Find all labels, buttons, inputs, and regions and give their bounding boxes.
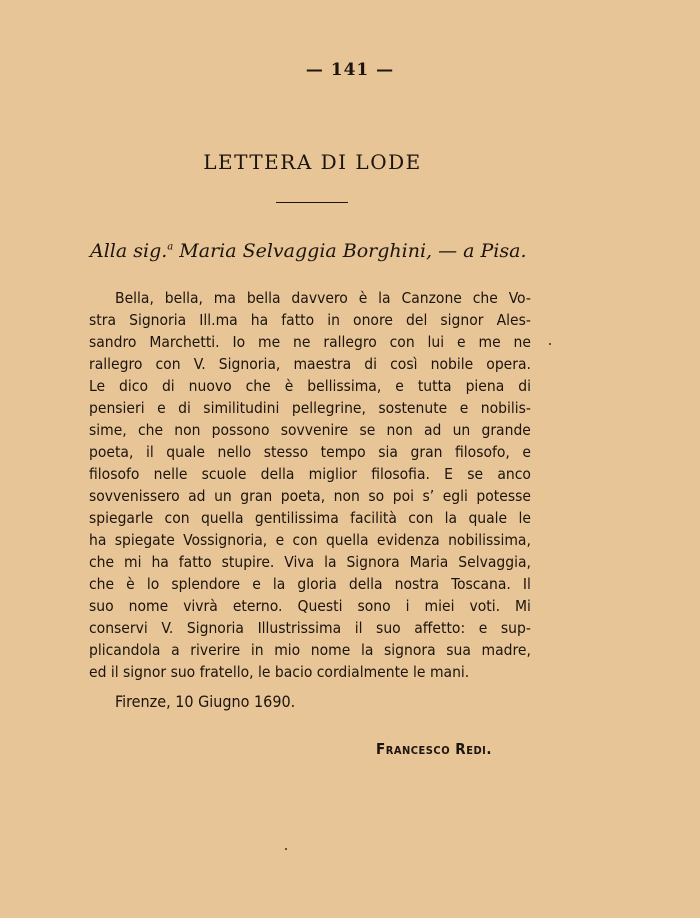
address-superscript: a (167, 241, 174, 253)
address-rest: Maria Selvaggia Borghini, — a Pisa. (173, 240, 527, 262)
body-line: conservi V. Signoria Illustrissima il suo affetto: e sup- (89, 619, 531, 637)
page-number: — 141 — (305, 60, 395, 80)
paper-speck (285, 848, 287, 850)
address-prefix: Alla sig. (90, 240, 168, 262)
signature: Francesco Redi. (376, 740, 492, 758)
body-line: spiegarle con quella gentilissima facilità con la quale le (89, 509, 531, 527)
letter-body (89, 287, 531, 683)
title-rule (276, 202, 348, 203)
dateline: Firenze, 10 Giugno 1690. (115, 692, 296, 711)
body-line: rallegro con V. Signoria, maestra di così nobile opera. (89, 355, 531, 373)
body-line: sovvenissero ad un gran poeta, non so poi s’ egli potesse (89, 487, 531, 505)
body-line: plicandola a riverire in mio nome la signora sua madre, (89, 641, 531, 659)
body-line: poeta, il quale nello stesso tempo sia gran filosofo, e (89, 443, 531, 461)
body-line: ed il signor suo fratello, le bacio cordialmente le mani. (89, 663, 470, 681)
body-line: Bella, bella, ma bella davvero è la Canzone che Vo- (115, 289, 531, 307)
paper-speck (549, 343, 551, 345)
body-line: ha spiegate Vossignoria, e con quella evidenza nobilissima, (89, 531, 531, 549)
body-line: che mi ha fatto stupire. Viva la Signora Maria Selvaggia, (89, 553, 531, 571)
body-line: filosofo nelle scuole della miglior filosofia. E se anco (89, 465, 531, 483)
body-line: che è lo splendore e la gloria della nostra Toscana. Il (89, 575, 531, 593)
body-line: suo nome vivrà eterno. Questi sono i miei voti. Mi (89, 597, 531, 615)
body-line: sandro Marchetti. Io me ne rallegro con lui e me ne (89, 333, 531, 351)
body-line: stra Signoria Ill.ma ha fatto in onore del signor Ales- (89, 311, 531, 329)
letter-title: LETTERA DI LODE (203, 150, 422, 174)
letter-address (90, 240, 540, 262)
body-line: Le dico di nuovo che è bellissima, e tutta piena di (89, 377, 531, 395)
body-line: pensieri e di similitudini pellegrine, sostenute e nobilis- (89, 399, 531, 417)
body-line: sime, che non possono sovvenire se non ad un grande (89, 421, 531, 439)
